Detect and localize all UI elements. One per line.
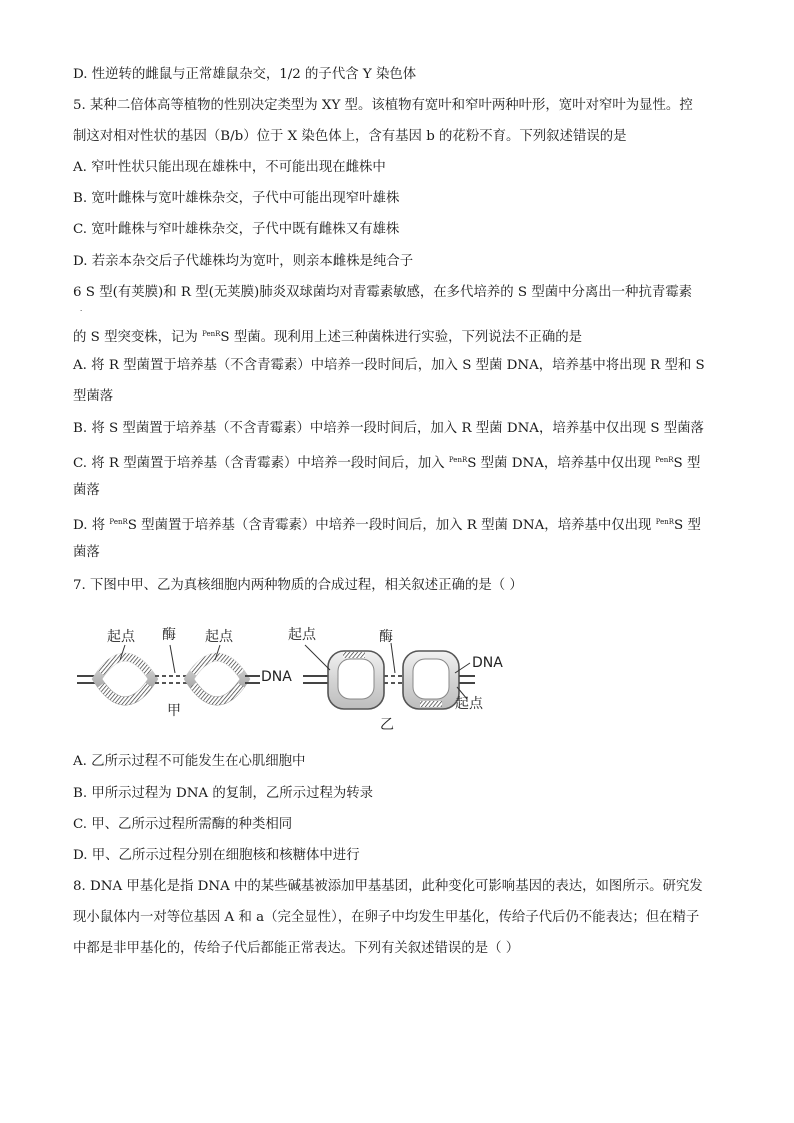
transcription-diagram-yi bbox=[288, 626, 503, 733]
q6-option-d-line-2: 菌落 bbox=[73, 545, 100, 560]
label-origin-4: 起点 bbox=[455, 696, 483, 712]
q5-option-d: D. 若亲本杂交后子代雄株均为宽叶，则亲本雌株是纯合子 bbox=[73, 254, 414, 269]
q5-stem-line-1: 5. 某种二倍体高等植物的性别决定类型为 XY 型。该植物有宽叶和窄叶两种叶形，宽叶对窄叶为显性。控 bbox=[73, 98, 693, 113]
q6-option-c-line-1: C. 将 R 型菌置于培养基（含青霉素）中培养一段时间后，加入 $^{PenR}$S 型菌 DNA，培养基中仅出现 $^{PenR}$S 型 bbox=[73, 456, 701, 471]
penicillin-resistant-superscript: PenR bbox=[448, 456, 468, 464]
q6-option-d-line-1: D. 将 $^{PenR}$S 型菌置于培养基（含青霉素）中培养一段时间后，加入 R 型菌 DNA，培养基中仅出现 $^{PenR}$S 型 bbox=[73, 518, 701, 533]
label-origin-3: 起点 bbox=[288, 627, 316, 643]
q8-stem-line-2: 现小鼠体内一对等位基因 A 和 a（完全显性），在卵子中均发生甲基化，传给子代后仍不能表达；但在精子 bbox=[73, 910, 700, 925]
label-origin-1: 起点 bbox=[107, 629, 135, 645]
q5-stem-line-2: 制这对相对性状的基因（B/b）位于 X 染色体上，含有基因 b 的花粉不育。下列叙述错误的是 bbox=[73, 129, 627, 144]
q7-option-d: D. 甲、乙所示过程分别在细胞核和核糖体中进行 bbox=[73, 848, 360, 863]
q6-option-a-line-1: A. 将 R 型菌置于培养基（不含青霉素）中培养一段时间后，加入 S 型菌 DNA，培养基中将出现 R 型和 S bbox=[73, 358, 705, 373]
replication-diagram-jia bbox=[77, 627, 292, 719]
q5-option-c: C. 宽叶雌株与窄叶雄株杂交，子代中既有雌株又有雄株 bbox=[73, 222, 400, 237]
q7-option-c: C. 甲、乙所示过程所需酶的种类相同 bbox=[73, 817, 293, 832]
q8-stem-line-3: 中都是非甲基化的，传给子代后都能正常表达。下列有关叙述错误的是（ ） bbox=[73, 941, 520, 956]
penicillin-resistant-superscript: PenR bbox=[109, 518, 128, 526]
q5-option-b: B. 宽叶雌株与宽叶雄株杂交，子代中可能出现窄叶雄株 bbox=[73, 191, 400, 206]
label-enzyme-yi: 酶 bbox=[379, 629, 393, 645]
replication-transcription-diagram bbox=[75, 615, 535, 740]
q7-stem: 7. 下图中甲、乙为真核细胞内两种物质的合成过程，相关叙述正确的是（ ） bbox=[73, 578, 523, 593]
q8-stem-line-1: 8. DNA 甲基化是指 DNA 中的某些碱基被添加甲基基团，此种变化可影响基因的表达，如图所示。研究发 bbox=[73, 879, 703, 894]
label-jia: 甲 bbox=[167, 703, 181, 719]
q6-stem-line-1: 6 S 型(有荚膜)和 R 型(无荚膜)肺炎双球菌均对青霉素敏感，在多代培养的 S 型菌中分离出一种抗青霉素 bbox=[73, 285, 693, 300]
label-enzyme-jia: 酶 bbox=[162, 627, 176, 643]
label-origin-2: 起点 bbox=[205, 629, 233, 645]
penicillin-resistant-superscript: PenR bbox=[655, 518, 675, 526]
penicillin-resistant-superscript: PenR bbox=[655, 456, 674, 464]
q4-option-d: D. 性逆转的雌鼠与正常雄鼠杂交，1/2 的子代含 Y 染色体 bbox=[73, 67, 417, 82]
stray-dot-mark: · bbox=[80, 307, 83, 315]
q6-option-a-line-2: 型菌落 bbox=[73, 389, 114, 404]
penicillin-resistant-superscript: PenR bbox=[202, 330, 221, 338]
q6-option-c-line-2: 菌落 bbox=[73, 483, 100, 498]
q6-stem-line-2: 的 S 型突变株，记为 $^{PenR}$S 型菌。现利用上述三种菌株进行实验，下列说法不正确的是 bbox=[73, 330, 582, 345]
label-dna-jia: DNA bbox=[261, 669, 292, 685]
q7-option-a: A. 乙所示过程不可能发生在心肌细胞中 bbox=[73, 754, 306, 769]
q5-option-a: A. 窄叶性状只能出现在雄株中，不可能出现在雌株中 bbox=[73, 160, 386, 175]
label-dna-yi: DNA bbox=[472, 655, 503, 671]
label-yi: 乙 bbox=[380, 717, 394, 733]
q7-option-b: B. 甲所示过程为 DNA 的复制，乙所示过程为转录 bbox=[73, 786, 374, 801]
q6-option-b: B. 将 S 型菌置于培养基（不含青霉素）中培养一段时间后，加入 R 型菌 DNA，培养基中仅出现 S 型菌落 bbox=[73, 421, 704, 436]
